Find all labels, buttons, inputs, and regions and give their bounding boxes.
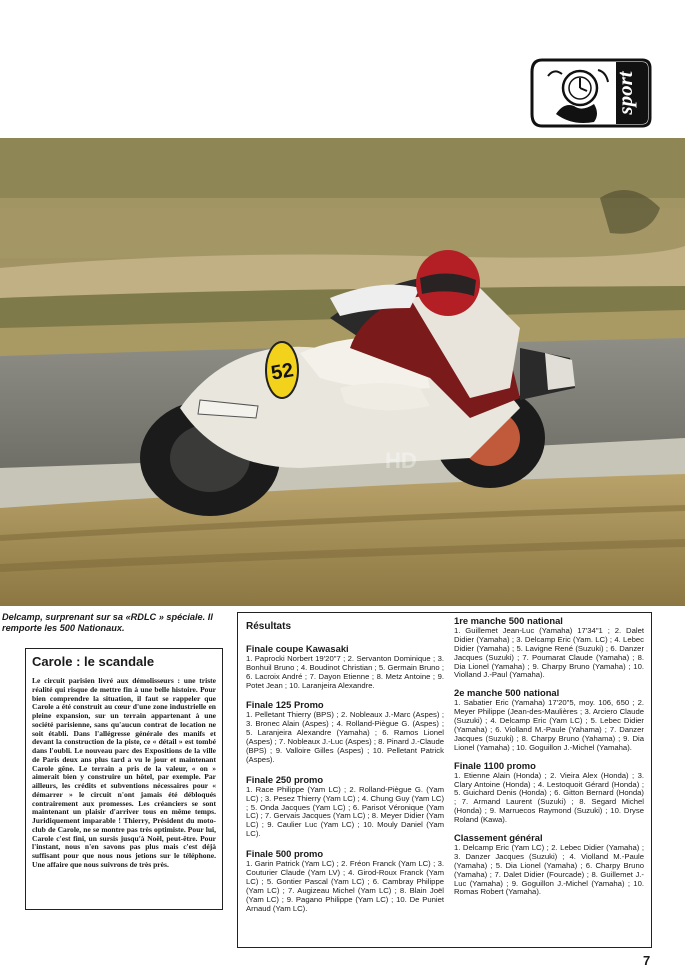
section-body: 1. Race Philippe (Yam LC) ; 2. Rolland-Piègue G. (Yam LC) ; 3. Pesez Thierry (Yam LC) ; 4. Chung Guy (Yam LC) ; 5. Onda Jacques (Yam LC) ; 6. Parisot Véronique (Yam LC) ; 7. Gervais Jacques (Yam LC) ; 8. Meyer Didier (Yam LC) ; 9. Caulier Luc (Yam LC) ; 10. Mouly Daniel (Yam LC). bbox=[246, 784, 444, 839]
sport-logo bbox=[528, 56, 652, 130]
result-section bbox=[454, 617, 644, 680]
section-title: Finale coupe Kawasaki bbox=[246, 642, 349, 654]
photo-caption: Delcamp, surprenant sur sa «RDLC » spéciale. Il remporte les 500 Nationaux. bbox=[2, 612, 213, 633]
section-title: Finale 250 promo bbox=[246, 773, 324, 785]
page-number: 7 bbox=[643, 953, 651, 968]
section-body: 1. Pelletant Thierry (BPS) ; 2. Nobleaux J.-Marc (Aspes) ; 3. Bronec Alain (Aspes) ; 4. Rolland-Piègue G. (Aspes) ; 5. Laranjeira Alexandre (Yamaha) ; 6. Ramos Lionel (Aspes) ; 7. Nobleaux J.-Luc (Aspes) ; 8. Pinard J.-Claude (BPS) ; 9. Valloire Gilles (Aspes) ; 10. Pelletant Patrick (Aspes). bbox=[246, 710, 444, 764]
result-section bbox=[246, 642, 444, 691]
result-section bbox=[246, 773, 444, 839]
section-body: 1. Garin Patrick (Yam LC) ; 2. Fréon Franck (Yam LC) ; 3. Couturier Claude (Yam LV) ; 4. Girod-Roux Franck (Yam LC) ; 5. Gontier Pascal (Yam LC) ; 6. Cambray Philippe (Yam LC) ; 7. Augizeau Michel (Yam LC) ; 8. Blain Joël (Yam LC) ; 9. Pagano Philippe (Yam LC) ; 10. De Puniet Arnaud (Yam LC). bbox=[246, 859, 444, 913]
bike-number: 52 bbox=[269, 359, 296, 385]
article-body: Le circuit parisien livré aux démolisseurs : une triste réalité qui risque de mettre fin à une belle histoire. Pour bien comprendre la situation, il faut se rappeler que Carole a été construit au cœur d'une zone industrielle en pleine expansion, sur un terrain appartenant à une société parisienne, sans qu'aucun contrat de location ne soit établi. Dans l'allégresse générale des manifs et devant la construction de la piste, ce « détail » est tombé dans l'oubli. Le nouveau parc des Expositions de la ville de Paris deux ans plus tard a vu le jour et maintenant Carole gêne. Le terrain a pris de la valeur, « on » aimerait bien y construire un hôtel, par exemple. Par ailleurs, les crédits et subventions nécessaires pour « démarrer » le circuit n'ont jamais été débloqués contrairement aux promesses. Les créanciers se sont maintenant un plaisir d'arriver tous en même temps. Juridiquement imparable ! Thierry, Président du moto-club de Carole, ne se montre pas très optimiste. Pour lui, Carole c'est fini, un sursis jusqu'à Noël, peut-être. Pour l'instant, nous n'en savons pas plus mais c'est déjà suffisant pour que nous nous jetions sur le téléphone. Une affaire que nous suivrons de très près. bbox=[32, 676, 216, 869]
section-title: 2e manche 500 national bbox=[454, 687, 560, 699]
section-title: 1re manche 500 national bbox=[454, 615, 563, 626]
section-body: 1. Paprocki Norbert 19'20"7 ; 2. Servanton Dominique ; 3. Bonhuil Bruno ; 4. Boudinot Christian ; 5. Germain Bruno ; 6. Lacroix André ; 7. Dayon Etienne ; 8. Metz Antoine ; 9. Potet Jean ; 10. Laranjeira Alexandre. bbox=[246, 653, 444, 690]
race-photo bbox=[0, 138, 685, 606]
section-title: Classement général bbox=[454, 832, 543, 844]
section-body: 1. Etienne Alain (Honda) ; 2. Vieira Alex (Honda) ; 3. Clary Antoine (Honda) ; 4. Lestoquoit Gérard (Honda) ; 5. Guichard Denis (Honda) ; 6. Gitton Bernard (Honda) ; 7. Armand Laurent (Suzuki) ; 8. Segard Michel (Honda) ; 9. Marruecos Raymond (Suzuki) ; 10. Dryse Roland (Kawa). bbox=[454, 770, 644, 825]
result-section bbox=[454, 689, 644, 752]
section-body: 1. Delcamp Eric (Yam LC) ; 2. Lebec Didier (Yamaha) ; 3. Danzer Jacques (Suzuki) ; 4. Violland M.-Paule (Yamaha) ; 5. Dia Lionel (Yamaha) ; 6. Charpy Bruno (Yamaha) ; 7. Dalet Didier (Fourcade) ; 8. Guillemet J.-Luc (Yamaha) ; 9. Goguillon J.-Michel (Yamaha) ; 10. Romas Robert (Yamaha). bbox=[454, 842, 644, 897]
section-title: Finale 125 Promo bbox=[246, 699, 324, 711]
section-body: 1. Sabatier Eric (Yamaha) 17'20"5, moy. 106, 650 ; 2. Meyer Philippe (Jean-des-Maulières ; 3. Arciero Claude (Suzuki) ; 4. Delcamp Eric (Yam LC) ; 5. Lebec Didier (Yamaha) ; 6. Violland M.-Paule (Yahama) ; 7. Danzer Jacques (Suzuki) ; 8. Charpy Bruno (Yahama) ; 9. Dia Lionel (Yamaha) ; 10. Goguillon J.-Michel (Yamaha). bbox=[454, 698, 644, 752]
sport-logo-text: sport bbox=[613, 71, 637, 115]
section-body: 1. Guillemet Jean-Luc (Yamaha) 17'34"1 ; 2. Dalet Didier (Yamaha) ; 3. Delcamp Eric (Yam. LC) ; 4. Lebec Didier (Yamaha) ; 5. Lavigne René (Suzuki) ; 6. Danzer Jacques (Suzuki) ; 7. Poumarat Claude (Yamaha) ; 8. Dia Lionel (Yamaha) ; 9. Charpy Bruno (Yamaha) ; 10. Violland J.-Paul (Yamaha). bbox=[454, 625, 644, 680]
results-box bbox=[237, 612, 652, 948]
result-section bbox=[246, 701, 444, 764]
result-section bbox=[246, 850, 444, 913]
section-title: Finale 500 promo bbox=[246, 848, 324, 860]
section-title: Finale 1100 promo bbox=[454, 759, 536, 771]
result-section bbox=[454, 759, 644, 825]
article-title: Carole : le scandale bbox=[32, 654, 155, 669]
article-carole-box bbox=[25, 648, 223, 910]
result-section bbox=[454, 834, 644, 897]
results-title: Résultats bbox=[246, 621, 292, 632]
results-column-left bbox=[246, 619, 444, 924]
photo-watermark: HD bbox=[385, 448, 417, 473]
results-column-right bbox=[454, 617, 644, 906]
